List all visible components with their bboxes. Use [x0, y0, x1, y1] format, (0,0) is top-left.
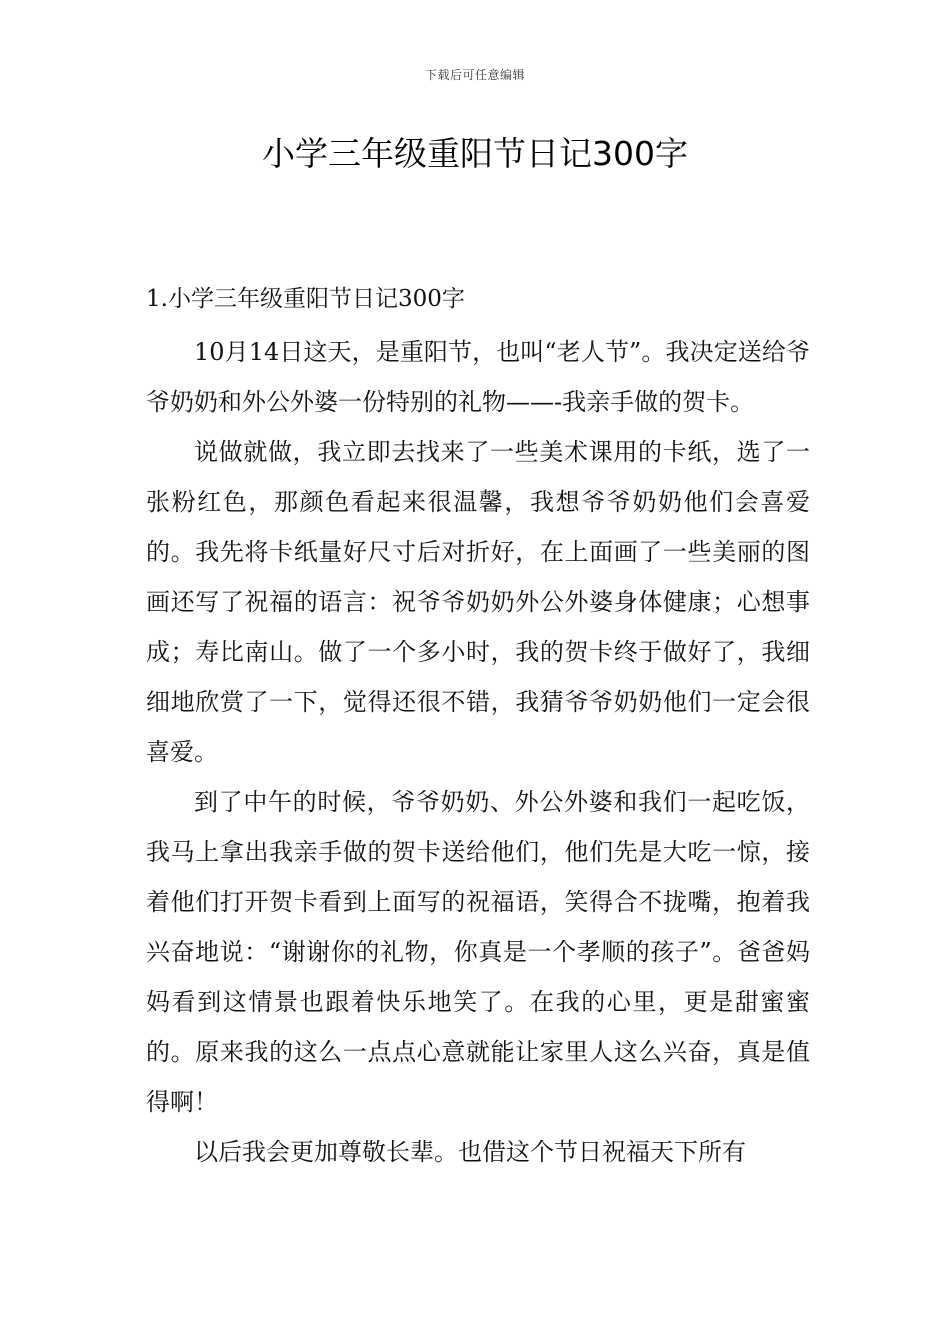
header-note: 下载后可任意编辑	[424, 68, 525, 82]
paragraph-4: 以后我会更加尊敬长辈。也借这个节日祝福天下所有	[194, 1138, 746, 1166]
paragraph-2: 说做就做，我立即去找来了一些美术课用的卡纸，选了一张粉红色，那颜色看起来很温馨，我想爷爷奶奶他们会喜爱的。我先将卡纸量好尺寸后对折好，在上面画了一些美丽的图画还写了祝福的语言：祝爷爷奶奶外公外婆身体健康；心想事成；寿比南山。做了一个多小时，我的贺卡终于做好了，我细细地欣赏了一下，觉得还很不错，我猜爷爷奶奶他们一定会很喜爱。	[146, 438, 810, 766]
section-heading: 1.小学三年级重阳节日记300字	[146, 286, 465, 312]
document-title: 小学三年级重阳节日记300字	[262, 134, 688, 173]
document-body	[146, 279, 810, 1177]
paragraph-1: 10月14日这天，是重阳节，也叫“老人节”。我决定送给爷爷奶奶和外公外婆一份特别的礼物——-我亲手做的贺卡。	[146, 338, 810, 416]
paragraph-3: 到了中午的时候，爷爷奶奶、外公外婆和我们一起吃饭，我马上拿出我亲手做的贺卡送给他们，他们先是大吃一惊，接着他们打开贺卡看到上面写的祝福语，笑得合不拢嘴，抱着我兴奋地说：“谢谢你的礼物，你真是一个孝顺的孩子”。爸爸妈妈看到这情景也跟着快乐地笑了。在我的心里，更是甜蜜蜜的。原来我的这么一点点心意就能让家里人这么兴奋，真是值得啊！	[146, 788, 810, 1116]
